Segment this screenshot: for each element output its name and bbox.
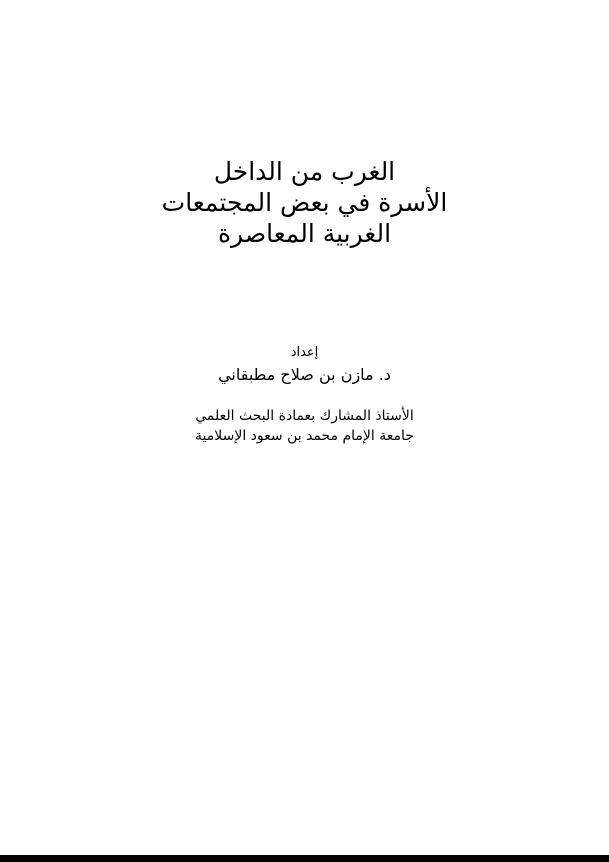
author-affiliation	[0, 406, 609, 446]
title-line-2: الأسرة في بعض المجتمعات	[161, 188, 448, 217]
title-line-3: الغربية المعاصرة	[217, 219, 392, 248]
title-line-1: الغرب من الداخل	[213, 157, 396, 186]
bottom-edge-bar	[0, 855, 609, 862]
prepared-by-label: إعداد	[290, 345, 319, 360]
document-title	[0, 156, 609, 249]
author-name: د. مازن بن صلاح مطبقاني	[218, 365, 391, 384]
affiliation-university: جامعة الإمام محمد بن سعود الإسلامية	[195, 428, 414, 444]
affiliation-position: الأستاذ المشارك بعمادة البحث العلمي	[195, 408, 414, 424]
